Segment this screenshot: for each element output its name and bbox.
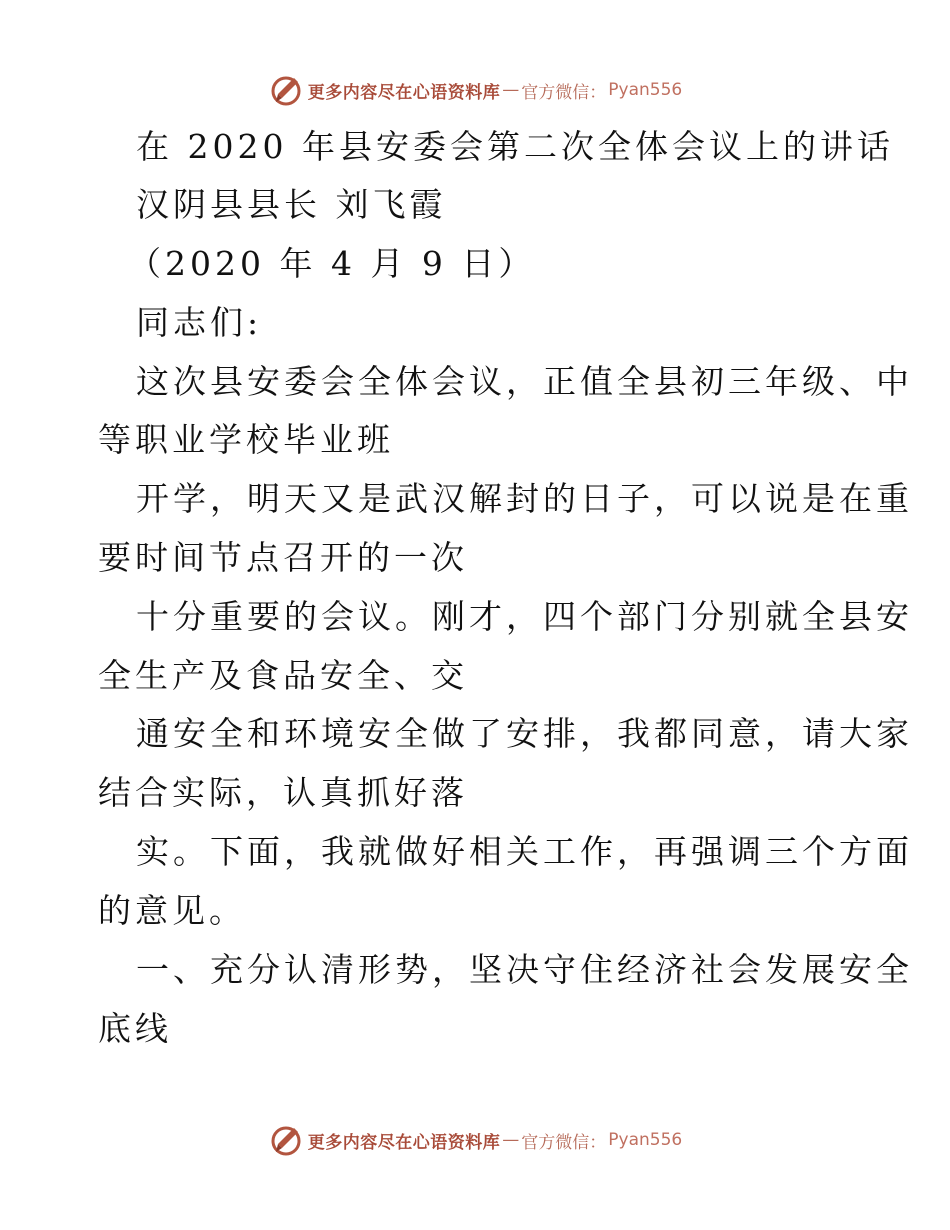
body-line: 结合实际，认真抓好落 [98,773,468,812]
document-date: （2020 年 4 月 9 日） [128,244,536,283]
watermark-wechat-label: 官方微信： [521,1132,607,1153]
watermark-wechat-id: Pyan556 [608,1130,683,1150]
header-watermark [0,70,950,110]
pen-logo-icon [268,72,304,108]
salutation: 同志们: [136,303,263,342]
watermark-wechat-label: 官方微信： [521,82,607,103]
watermark-separator: — [502,80,520,100]
body-line: 开学，明天又是武汉解封的日子，可以说是在重 [136,479,913,518]
body-line: 实。下面，我就做好相关工作，再强调三个方面 [136,832,913,871]
body-line: 全生产及食品安全、交 [98,656,468,695]
watermark-main-text: 更多内容尽在心语资料库 [307,1132,501,1153]
body-line: 通安全和环境安全做了安排，我都同意，请大家 [136,714,913,753]
watermark-wechat-id: Pyan556 [608,80,683,100]
watermark-main-text: 更多内容尽在心语资料库 [307,82,501,103]
body-line: 这次县安委会全体会议，正值全县初三年级、中 [136,362,913,401]
body-line: 要时间节点召开的一次 [98,538,468,577]
body-line: 十分重要的会议。刚才，四个部门分别就全县安 [136,597,913,636]
document-author: 汉阴县县长 刘飞霞 [136,185,447,224]
watermark-separator: — [502,1130,520,1150]
section-heading: 一、充分认清形势，坚决守住经济社会发展安全 [136,950,913,989]
section-heading-continued: 底线 [98,1009,172,1048]
body-line: 的意见。 [98,891,246,930]
document-title: 在 2020 年县安委会第二次全体会议上的讲话 [136,127,894,166]
body-line: 等职业学校毕业班 [98,420,394,459]
pen-logo-icon [268,1122,304,1158]
footer-watermark [0,1120,950,1160]
